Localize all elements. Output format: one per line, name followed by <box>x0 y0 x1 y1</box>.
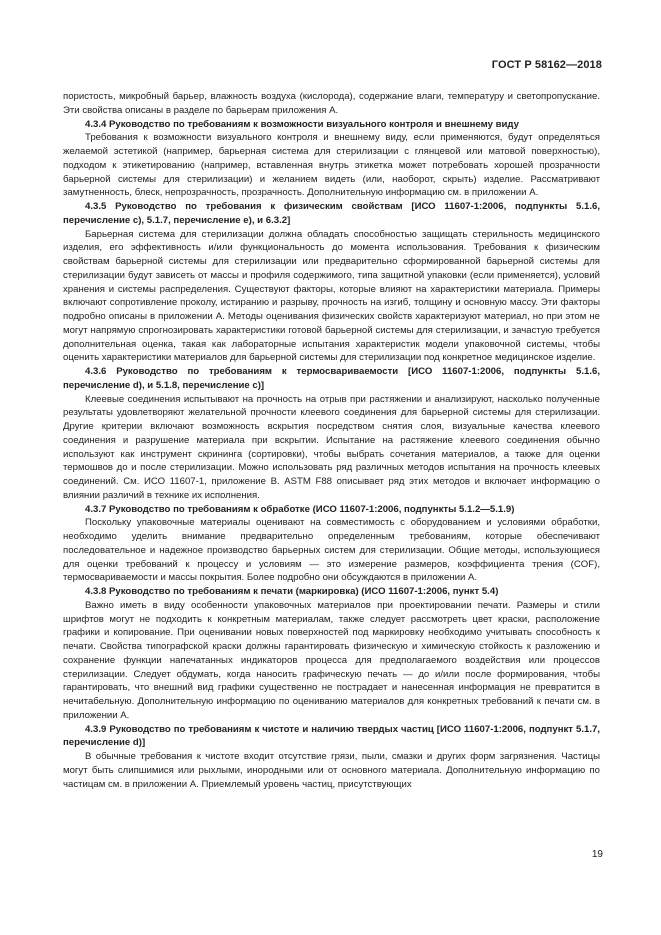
section-heading-4-3-6: 4.3.6 Руководство по требованиям к термосвариваемости [ИСО 11607-1:2006, подпункты 5.1.6, перечисление d), и 5.1.8, перечисление с)] <box>63 366 600 391</box>
paragraph: Важно иметь в виду особенности упаковочных материалов при проектировании печати. Размеры и стили шрифтов могут не подходить к конкретным материалам, также следует рассмотреть цвет краски, расположение графики и копирование. При оценивании новых поверхностей под маркировку необходимо учитывать способность к печати. Свойства типографской краски должны гарантировать физическую и химическую стойкость к разложению и сохранение функции напечатанных индикаторов процесса для предполагаемого воздействия или процессов стерилизации. Следует обдумать, когда наносить графическую печать — до и/или после формирования, чтобы гарантировать, что внешний вид графики существенно не пострадает и нанесенная информация не превратится в нечитабельную. Дополнительную информацию по оцениванию материалов для конкретных требований к печати см. в приложении А. <box>63 599 600 721</box>
paragraph: В обычные требования к чистоте входит отсутствие грязи, пыли, смазки и других форм загрязнения. Частицы могут быть слипшимися или рыхлыми, инородными или от основного материала. Дополнительную информацию по частицам см. в приложении А. Приемлемый уровень частиц, присутствующих <box>63 751 600 790</box>
paragraph: Поскольку упаковочные материалы оценивают на совместимость с оборудованием и условиями обработки, необходимо уделить внимание предварительно определенным требованиям, которые обеспечивают последовательное и надежное производство барьерных систем для стерилизации. Общие методы, использующиеся для оценки требований к процессу и условиям — это измерение размеров, коэффициента трения (COF), термосвариваемости и массы покрытия. Более подробно они обсуждаются в приложении А. <box>63 517 600 584</box>
standard-header: ГОСТ Р 58162—2018 <box>491 59 602 71</box>
section-heading-4-3-8: 4.3.8 Руководство по требованиям к печати (маркировка) (ИСО 11607-1:2006, пункт 5.4) <box>85 586 499 597</box>
paragraph: Барьерная система для стерилизации должна обладать способностью защищать стерильность медицинского изделия, его эффективность и/или функциональность до момента использования. Требования к физическим свойствам барьерной системы для стерилизации или предварительно сформированной барьерной системы для стерилизации будут зависеть от массы и профиля содержимого, типа защитной упаковки (если применяется), условий хранения и системы распределения. Существуют факторы, которые влияют на характеристики материала. Примеры включают сопротивление проколу, истиранию и разрыву, прочность на изгиб, толщину и основную массу. Эти факторы подробно описаны в приложении А. Методы оценивания физических свойств характеризуют материал, но при этом не могут напрямую спрогнозировать характеристики готовой барьерной системы для стерилизации, и зачастую требуется дополнительная оценка, такая как лабораторные испытания характеристик модели упаковочной системы, чтобы оценить характеристики материалов для барьерной системы для стерилизации под конкретное медицинское изделие. <box>63 228 600 364</box>
page-body <box>63 90 600 791</box>
paragraph: Требования к возможности визуального контроля и внешнему виду, если применяются, будут определяться желаемой эстетикой (например, барьерная система для стерилизации с глянцевой или матовой поверхностью), подходом к этикетированию (например, вставленная внутрь этикетка может потребовать хорошей прозрачности барьерной системы для стерилизации) и желанием видеть (или, наоборот, скрыть) изделие. Рассматривают замутненность, блеск, непрозрачность, прозрачность. Дополнительную информацию см. в приложении А. <box>63 132 600 199</box>
section-heading-4-3-4: 4.3.4 Руководство по требованиям к возможности визуального контроля и внешнему виду <box>85 118 519 130</box>
section-heading-4-3-5: 4.3.5 Руководство по требования к физическим свойствам [ИСО 11607-1:2006, подпункты 5.1.6, перечисление с), 5.1.7, перечисление е), и 6.3.2] <box>63 201 600 226</box>
section-heading-4-3-7: 4.3.7 Руководство по требованиям к обработке (ИСО 11607-1:2006, подпункты 5.1.2—5.1.9) <box>85 503 515 515</box>
page-number: 19 <box>591 849 603 860</box>
paragraph-continuation: пористость, микробный барьер, влажность воздуха (кислорода), содержание влаги, температуру и светопропускание. Эти свойства описаны в разделе по барьерам приложения А. <box>63 91 600 116</box>
paragraph: Клеевые соединения испытывают на прочность на отрыв при растяжении и анализируют, насколько полученные результаты удовлетворяют желательной прочности клеевого соединения для барьерной системы для стерилизации. Другие критерии включают возможность вскрытия посредством снятия слоя, визуальные качества клеевого соединения и разрушение материала при вскрытии. Испытание на растяжение клеевого соединения обычно используют как инструмент скрининга (сортировки), чтобы выбрать сочетания материалов, а также для оценки термошвов до и после стерилизации. Можно использовать ряд различных методов испытания на прочность клеевых соединений. См. ИСО 11607-1, приложение В. ASTM F88 описывает ряд этих методов и включает информацию о влиянии различий в технике их исполнения. <box>63 393 600 501</box>
section-heading-4-3-9: 4.3.9 Руководство по требованиям к чистоте и наличию твердых частиц [ИСО 11607-1:2006, подпункт 5.1.7, перечисление d)] <box>63 723 600 749</box>
